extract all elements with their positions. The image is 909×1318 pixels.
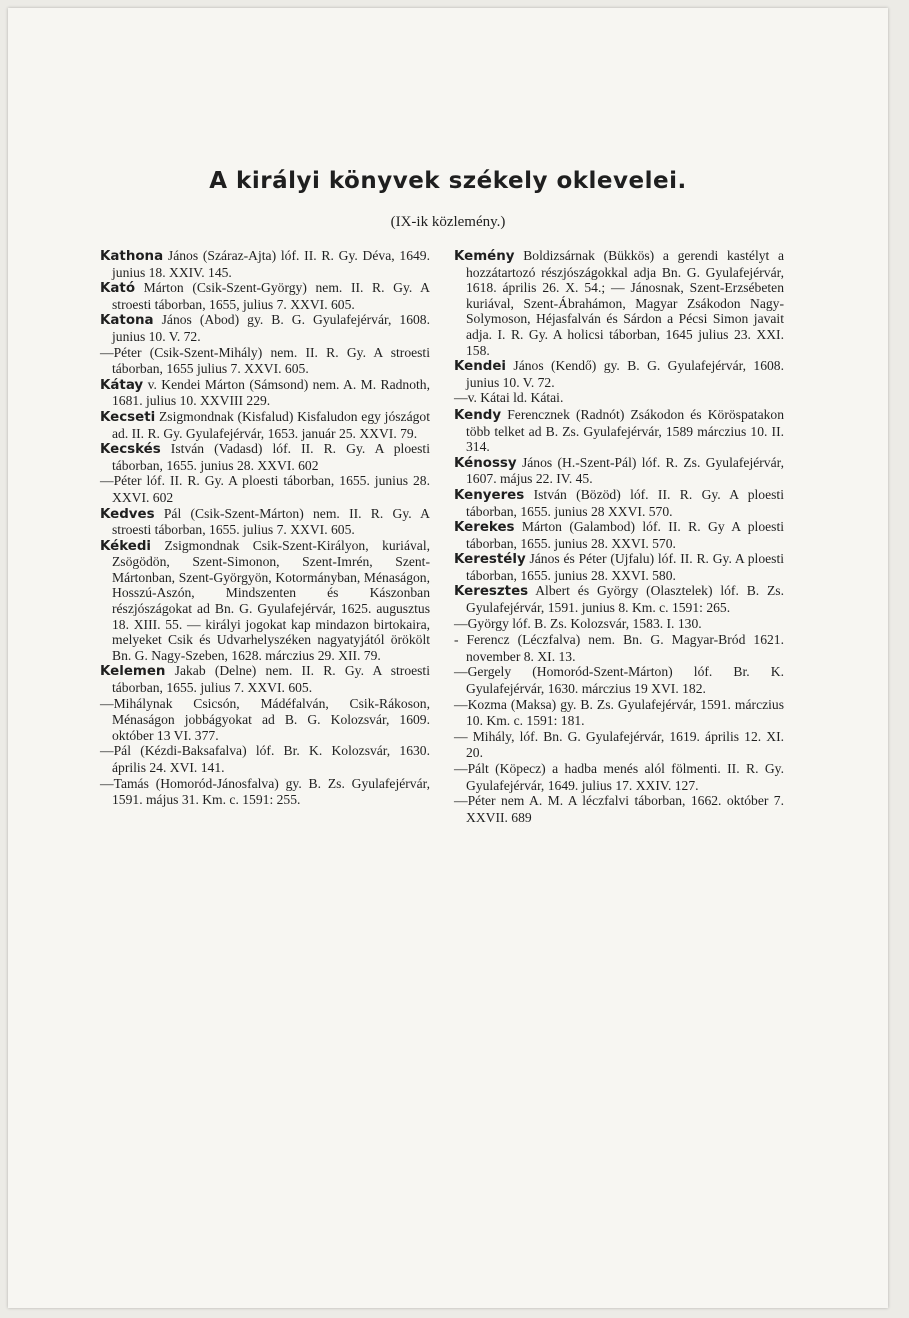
entry-text: —György lóf. B. Zs. Kolozsvár, 1583. I. 130.: [454, 615, 702, 631]
register-entry: [454, 358, 784, 390]
register-entry: [100, 312, 430, 344]
entry-headword: Kathona: [100, 249, 164, 264]
entry-text: János (H.-Szent-Pál) lóf. R. Zs. Gyulafejérvár, 1607. május 22. IV. 45.: [466, 454, 784, 487]
register-entry: [454, 793, 784, 825]
page-title: A királyi könyvek székely oklevelei.: [209, 168, 687, 194]
entry-text: Ferencznek (Radnót) Zsákodon és Köröspatakon több telket ad B. Zs. Gyulafejérvár, 1589 márczius 10. II. 314.: [466, 406, 784, 455]
entry-headword: Kénossy: [454, 455, 517, 471]
entry-text: —Péter nem A. M. A léczfalvi táborban, 1662. október 7. XXVII. 689: [454, 793, 784, 825]
entry-text: János (Száraz-Ajta) lóf. II. R. Gy. Déva, 1649. junius 18. XXIV. 145.: [112, 248, 430, 280]
register-entry: [454, 390, 784, 407]
entry-headword: Kendei: [454, 359, 507, 375]
register-entry: [454, 519, 784, 551]
entry-text: —Tamás (Homoród-Jánosfalva) gy. B. Zs. Gyulafejérvár, 1591. május 31. Km. c. 1591: 255.: [100, 775, 430, 808]
entry-text: —v. Kátai ld. Kátai.: [454, 390, 564, 406]
entry-headword: Kecseti: [100, 409, 156, 425]
register-entry: [454, 455, 784, 487]
register-entry: [100, 345, 430, 377]
entry-text: János (Abod) gy. B. G. Gyulafejérvár, 1608. junius 10. V. 72.: [112, 312, 430, 344]
register-entry: [454, 729, 784, 761]
register-entry: [454, 761, 784, 793]
entry-text: - Ferencz (Léczfalva) nem. Bn. G. Magyar-Bród 1621. november 8. XI. 13.: [454, 632, 784, 664]
register-entry: [100, 696, 430, 744]
register-entry: [100, 280, 430, 312]
right-column: [454, 248, 784, 825]
register-entry: [454, 248, 784, 358]
entry-text: —Pál (Kézdi-Baksafalva) lóf. Br. K. Kolozsvár, 1630. április 24. XVI. 141.: [100, 743, 430, 775]
entry-text: Boldizsárnak (Bükkös) a gerendi kastélyt a hozzátartozó részjószágokkal adja Bn. G. Gyulafejérvár, 1618. április 26. X. 54.; — Jánosnak, Szent-Erzsébeten kuriával, Szent-Ábrahámon, Magyar Zsákodon Nagy-Solymoson, Héjasfalván és Sárdon a Pécsi Simon javait adja. I. R. Gy. A holicsi táborban, 1645 julius 23. XXI. 158.: [466, 248, 784, 358]
entry-headword: Kékedi: [100, 538, 152, 554]
entry-text: —Gergely (Homoród-Szent-Márton) lóf. Br. K. Gyulafejérvár, 1630. márczius 19 XVI. 182.: [454, 664, 784, 697]
register-entry: [454, 632, 784, 664]
entry-text: — Mihály, lóf. Bn. G. Gyulafejérvár, 1619. április 12. XI. 20.: [454, 728, 784, 761]
register-entry: [454, 697, 784, 729]
left-column: [100, 248, 430, 808]
entry-headword: Kató: [100, 281, 136, 297]
entry-text: —Kozma (Maksa) gy. B. Zs. Gyulafejérvár, 1591. márczius 10. Km. c. 1591: 181.: [454, 696, 784, 729]
entry-text: —Péter (Csik-Szent-Mihály) nem. II. R. Gy. A stroesti táborban, 1655 julius 7. XXVI. 605.: [100, 344, 430, 377]
entry-text: Zsigmondnak Csik-Szent-Királyon, kuriával, Zsögödön, Szent-Simonon, Szent-Imrén, Szent-Mártonban, Szent-Györgyön, Kotormányban, Ménaságon, Hosszú-Aszón, Mindszenten és Kászonban részjószágokat ad Bn. G. Gyulafejérvár, 1625. augusztus 18. XIII. 55. — királyi jogokat kap mindazon birtokaira, melyeket Csik és Udvarhelyszéken nagyatyjától örökölt Bn. G. Nagy-Szeben, 1628. márczius 29. XII. 79.: [112, 537, 430, 663]
register-entry: [100, 473, 430, 505]
entry-text: —Mihálynak Csicsón, Mádéfalván, Csik-Rákoson, Ménaságon jobbágyokat ad B. G. Kolozsvár, 1609. október 13 VI. 377.: [100, 695, 430, 743]
entry-text: —Péter lóf. II. R. Gy. A ploesti táborban, 1655. junius 28. XXVI. 602: [100, 473, 430, 505]
entry-text: Albert és György (Olasztelek) lóf. B. Zs. Gyulafejérvár, 1591. junius 8. Km. c. 1591: 265.: [466, 583, 784, 616]
register-entry: [454, 551, 784, 583]
entry-headword: Katona: [100, 313, 154, 329]
entry-headword: Keresztes: [454, 584, 529, 600]
register-entry: [100, 441, 430, 473]
entry-text: Pál (Csik-Szent-Márton) nem. II. R. Gy. A stroesti táborban, 1655. julius 7. XXVI. 605.: [112, 505, 430, 538]
entry-headword: Kendy: [454, 407, 502, 423]
entry-headword: Kedves: [100, 506, 155, 522]
entry-text: —Pált (Köpecz) a hadba menés alól fölmenti. II. R. Gy. Gyulafejérvár, 1649. julius 17. XXIV. 127.: [454, 761, 784, 793]
page-subtitle: (IX-ik közlemény.): [390, 214, 506, 230]
entry-headword: Kerekes: [454, 520, 515, 536]
register-entry: [454, 407, 784, 455]
register-entry: [100, 743, 430, 775]
entry-headword: Kelemen: [100, 664, 166, 680]
register-entry: [100, 377, 430, 409]
entry-text: János (Kendő) gy. B. G. Gyulafejérvár, 1608. junius 10. V. 72.: [466, 358, 784, 390]
entry-text: István (Vadasd) lóf. II. R. Gy. A ploesti táborban, 1655. junius 28. XXVI. 602: [112, 441, 430, 473]
register-entry: [100, 663, 430, 695]
register-entry: [454, 616, 784, 633]
register-entry: [100, 506, 430, 538]
entry-text: v. Kendei Márton (Sámsond) nem. A. M. Radnoth, 1681. julius 10. XXVIII 229.: [112, 376, 430, 409]
entry-headword: Kecskés: [100, 442, 161, 458]
register-entry: [100, 538, 430, 664]
document-page: [8, 8, 888, 1308]
register-entry: [454, 664, 784, 696]
entry-text: János és Péter (Ujfalu) lóf. II. R. Gy. A ploesti táborban, 1655. junius 28. XXVI. 580.: [466, 551, 784, 583]
register-entry: [100, 409, 430, 441]
register-entry: [454, 487, 784, 519]
entry-text: Márton (Galambod) lóf. II. R. Gy A ploesti táborban, 1655. junius 28. XXVI. 570.: [466, 519, 784, 551]
entry-text: István (Bözöd) lóf. II. R. Gy. A ploesti táborban, 1655. junius 28 XXVI. 570.: [466, 486, 784, 519]
entry-headword: Kenyeres: [454, 487, 525, 503]
register-entry: [454, 583, 784, 615]
register-entry: [100, 248, 430, 280]
entry-headword: Kátay: [100, 377, 144, 393]
entry-text: Jakab (Delne) nem. II. R. Gy. A stroesti táborban, 1655. julius 7. XXVI. 605.: [112, 663, 430, 696]
entry-text: Zsigmondnak (Kisfalud) Kisfaludon egy jószágot ad. II. R. Gy. Gyulafejérvár, 1653. január 25. XXVI. 79.: [112, 408, 430, 441]
register-entry: [100, 776, 430, 808]
entry-text: Márton (Csik-Szent-György) nem. II. R. Gy. A stroesti táborban, 1655, julius 7. XXVI. 605.: [112, 280, 430, 312]
entry-headword: Kerestély: [454, 552, 526, 568]
entry-headword: Kemény: [454, 249, 515, 264]
